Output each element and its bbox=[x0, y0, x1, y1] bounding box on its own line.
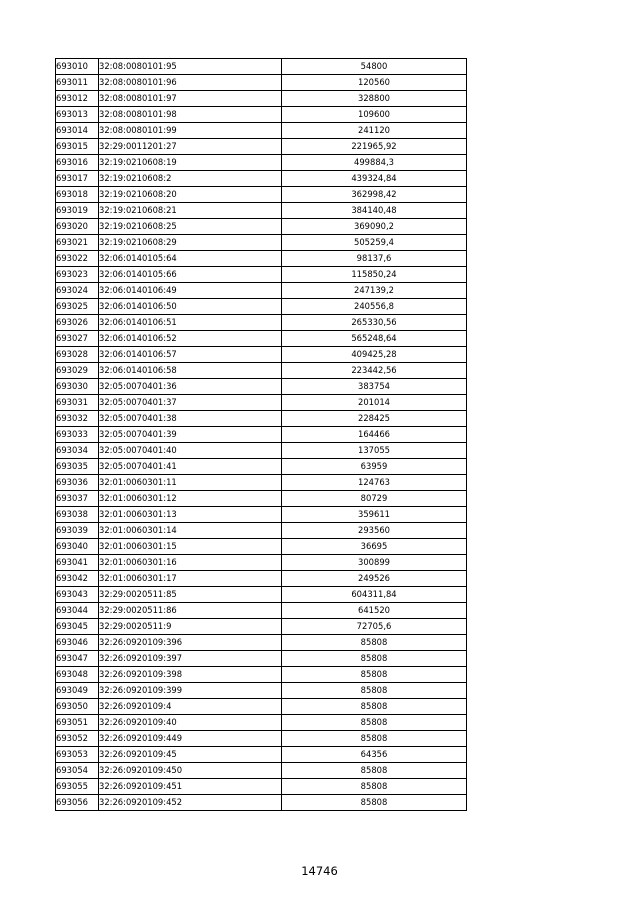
row-id-cell: 693042 bbox=[56, 571, 99, 587]
table-row bbox=[56, 91, 467, 107]
row-id-cell: 693047 bbox=[56, 651, 99, 667]
row-id-cell: 693043 bbox=[56, 587, 99, 603]
cadastral-number-cell: 32:08:0080101:96 bbox=[99, 75, 282, 91]
value-cell: 240556,8 bbox=[282, 299, 467, 315]
row-id-cell: 693038 bbox=[56, 507, 99, 523]
table-row bbox=[56, 731, 467, 747]
row-id-cell: 693016 bbox=[56, 155, 99, 171]
row-id-cell: 693013 bbox=[56, 107, 99, 123]
row-id-cell: 693052 bbox=[56, 731, 99, 747]
table-row bbox=[56, 635, 467, 651]
row-id-cell: 693014 bbox=[56, 123, 99, 139]
value-cell: 54800 bbox=[282, 59, 467, 75]
table-row bbox=[56, 619, 467, 635]
row-id-cell: 693037 bbox=[56, 491, 99, 507]
cadastral-number-cell: 32:08:0080101:98 bbox=[99, 107, 282, 123]
value-cell: 85808 bbox=[282, 699, 467, 715]
cadastral-number-cell: 32:29:0020511:86 bbox=[99, 603, 282, 619]
cadastral-number-cell: 32:06:0140106:51 bbox=[99, 315, 282, 331]
row-id-cell: 693029 bbox=[56, 363, 99, 379]
cadastral-number-cell: 32:05:0070401:36 bbox=[99, 379, 282, 395]
cadastral-number-cell: 32:19:0210608:25 bbox=[99, 219, 282, 235]
table-row bbox=[56, 395, 467, 411]
table-row bbox=[56, 251, 467, 267]
table-row bbox=[56, 123, 467, 139]
cadastral-number-cell: 32:26:0920109:449 bbox=[99, 731, 282, 747]
row-id-cell: 693027 bbox=[56, 331, 99, 347]
cadastral-number-cell: 32:05:0070401:40 bbox=[99, 443, 282, 459]
cadastral-number-cell: 32:29:0011201:27 bbox=[99, 139, 282, 155]
table-row bbox=[56, 107, 467, 123]
cadastral-number-cell: 32:26:0920109:45 bbox=[99, 747, 282, 763]
cadastral-number-cell: 32:19:0210608:20 bbox=[99, 187, 282, 203]
cadastral-number-cell: 32:01:0060301:17 bbox=[99, 571, 282, 587]
table-row bbox=[56, 715, 467, 731]
cadastral-number-cell: 32:06:0140105:64 bbox=[99, 251, 282, 267]
value-cell: 164466 bbox=[282, 427, 467, 443]
row-id-cell: 693053 bbox=[56, 747, 99, 763]
row-id-cell: 693025 bbox=[56, 299, 99, 315]
row-id-cell: 693017 bbox=[56, 171, 99, 187]
value-cell: 362998,42 bbox=[282, 187, 467, 203]
row-id-cell: 693050 bbox=[56, 699, 99, 715]
value-cell: 63959 bbox=[282, 459, 467, 475]
cadastral-number-cell: 32:06:0140106:52 bbox=[99, 331, 282, 347]
value-cell: 328800 bbox=[282, 91, 467, 107]
cadastral-number-cell: 32:01:0060301:15 bbox=[99, 539, 282, 555]
cadastral-number-cell: 32:29:0020511:9 bbox=[99, 619, 282, 635]
cadastral-number-cell: 32:19:0210608:19 bbox=[99, 155, 282, 171]
row-id-cell: 693023 bbox=[56, 267, 99, 283]
value-cell: 85808 bbox=[282, 715, 467, 731]
table-row bbox=[56, 299, 467, 315]
value-cell: 604311,84 bbox=[282, 587, 467, 603]
cadastral-number-cell: 32:01:0060301:14 bbox=[99, 523, 282, 539]
value-cell: 85808 bbox=[282, 635, 467, 651]
table-row bbox=[56, 699, 467, 715]
value-cell: 109600 bbox=[282, 107, 467, 123]
value-cell: 201014 bbox=[282, 395, 467, 411]
table-row bbox=[56, 539, 467, 555]
table-row bbox=[56, 315, 467, 331]
value-cell: 300899 bbox=[282, 555, 467, 571]
value-cell: 293560 bbox=[282, 523, 467, 539]
value-cell: 565248,64 bbox=[282, 331, 467, 347]
value-cell: 64356 bbox=[282, 747, 467, 763]
table-row bbox=[56, 475, 467, 491]
table-row bbox=[56, 459, 467, 475]
cadastral-number-cell: 32:05:0070401:41 bbox=[99, 459, 282, 475]
row-id-cell: 693019 bbox=[56, 203, 99, 219]
table-body bbox=[56, 59, 467, 811]
table-row bbox=[56, 763, 467, 779]
cadastral-number-cell: 32:01:0060301:12 bbox=[99, 491, 282, 507]
table-row bbox=[56, 571, 467, 587]
cadastral-number-cell: 32:05:0070401:37 bbox=[99, 395, 282, 411]
value-cell: 36695 bbox=[282, 539, 467, 555]
row-id-cell: 693035 bbox=[56, 459, 99, 475]
value-cell: 137055 bbox=[282, 443, 467, 459]
value-cell: 98137,6 bbox=[282, 251, 467, 267]
cadastral-number-cell: 32:19:0210608:21 bbox=[99, 203, 282, 219]
table-row bbox=[56, 795, 467, 811]
value-cell: 228425 bbox=[282, 411, 467, 427]
table-row bbox=[56, 523, 467, 539]
value-cell: 241120 bbox=[282, 123, 467, 139]
row-id-cell: 693015 bbox=[56, 139, 99, 155]
table-row bbox=[56, 683, 467, 699]
value-cell: 641520 bbox=[282, 603, 467, 619]
row-id-cell: 693033 bbox=[56, 427, 99, 443]
value-cell: 221965,92 bbox=[282, 139, 467, 155]
row-id-cell: 693021 bbox=[56, 235, 99, 251]
cadastral-number-cell: 32:26:0920109:40 bbox=[99, 715, 282, 731]
cadastral-number-cell: 32:01:0060301:13 bbox=[99, 507, 282, 523]
table-row bbox=[56, 347, 467, 363]
table-row bbox=[56, 411, 467, 427]
cadastral-number-cell: 32:01:0060301:16 bbox=[99, 555, 282, 571]
cadastral-number-cell: 32:26:0920109:399 bbox=[99, 683, 282, 699]
table-row bbox=[56, 187, 467, 203]
row-id-cell: 693054 bbox=[56, 763, 99, 779]
table-row bbox=[56, 779, 467, 795]
table-row bbox=[56, 267, 467, 283]
row-id-cell: 693044 bbox=[56, 603, 99, 619]
cadastral-number-cell: 32:29:0020511:85 bbox=[99, 587, 282, 603]
cadastral-number-cell: 32:01:0060301:11 bbox=[99, 475, 282, 491]
value-cell: 439324,84 bbox=[282, 171, 467, 187]
cadastral-value-table bbox=[55, 58, 467, 811]
row-id-cell: 693041 bbox=[56, 555, 99, 571]
value-cell: 120560 bbox=[282, 75, 467, 91]
row-id-cell: 693032 bbox=[56, 411, 99, 427]
row-id-cell: 693045 bbox=[56, 619, 99, 635]
cadastral-number-cell: 32:26:0920109:451 bbox=[99, 779, 282, 795]
row-id-cell: 693048 bbox=[56, 667, 99, 683]
table-row bbox=[56, 651, 467, 667]
row-id-cell: 693049 bbox=[56, 683, 99, 699]
row-id-cell: 693034 bbox=[56, 443, 99, 459]
row-id-cell: 693028 bbox=[56, 347, 99, 363]
cadastral-number-cell: 32:08:0080101:95 bbox=[99, 59, 282, 75]
value-cell: 85808 bbox=[282, 795, 467, 811]
cadastral-number-cell: 32:26:0920109:450 bbox=[99, 763, 282, 779]
cadastral-number-cell: 32:08:0080101:97 bbox=[99, 91, 282, 107]
value-cell: 505259,4 bbox=[282, 235, 467, 251]
cadastral-number-cell: 32:06:0140106:57 bbox=[99, 347, 282, 363]
value-cell: 359611 bbox=[282, 507, 467, 523]
table-row bbox=[56, 331, 467, 347]
row-id-cell: 693051 bbox=[56, 715, 99, 731]
cadastral-number-cell: 32:26:0920109:452 bbox=[99, 795, 282, 811]
table-row bbox=[56, 603, 467, 619]
value-cell: 85808 bbox=[282, 683, 467, 699]
row-id-cell: 693018 bbox=[56, 187, 99, 203]
cadastral-number-cell: 32:19:0210608:2 bbox=[99, 171, 282, 187]
row-id-cell: 693031 bbox=[56, 395, 99, 411]
row-id-cell: 693012 bbox=[56, 91, 99, 107]
table-row bbox=[56, 283, 467, 299]
value-cell: 85808 bbox=[282, 763, 467, 779]
table-row bbox=[56, 139, 467, 155]
table-row bbox=[56, 203, 467, 219]
table-row bbox=[56, 443, 467, 459]
value-cell: 247139,2 bbox=[282, 283, 467, 299]
value-cell: 80729 bbox=[282, 491, 467, 507]
table-row bbox=[56, 59, 467, 75]
table-row bbox=[56, 363, 467, 379]
cadastral-number-cell: 32:06:0140106:58 bbox=[99, 363, 282, 379]
value-cell: 72705,6 bbox=[282, 619, 467, 635]
table-row bbox=[56, 155, 467, 171]
table-row bbox=[56, 555, 467, 571]
table-row bbox=[56, 427, 467, 443]
row-id-cell: 693020 bbox=[56, 219, 99, 235]
cadastral-number-cell: 32:06:0140105:66 bbox=[99, 267, 282, 283]
cadastral-number-cell: 32:26:0920109:396 bbox=[99, 635, 282, 651]
cadastral-number-cell: 32:05:0070401:39 bbox=[99, 427, 282, 443]
value-cell: 409425,28 bbox=[282, 347, 467, 363]
row-id-cell: 693040 bbox=[56, 539, 99, 555]
table-row bbox=[56, 747, 467, 763]
table-row bbox=[56, 587, 467, 603]
row-id-cell: 693022 bbox=[56, 251, 99, 267]
row-id-cell: 693010 bbox=[56, 59, 99, 75]
cadastral-number-cell: 32:06:0140106:50 bbox=[99, 299, 282, 315]
row-id-cell: 693055 bbox=[56, 779, 99, 795]
value-cell: 383754 bbox=[282, 379, 467, 395]
table-row bbox=[56, 667, 467, 683]
value-cell: 499884,3 bbox=[282, 155, 467, 171]
value-cell: 369090,2 bbox=[282, 219, 467, 235]
cadastral-number-cell: 32:26:0920109:397 bbox=[99, 651, 282, 667]
value-cell: 85808 bbox=[282, 651, 467, 667]
value-cell: 85808 bbox=[282, 779, 467, 795]
row-id-cell: 693056 bbox=[56, 795, 99, 811]
cadastral-number-cell: 32:26:0920109:398 bbox=[99, 667, 282, 683]
table-row bbox=[56, 171, 467, 187]
cadastral-number-cell: 32:05:0070401:38 bbox=[99, 411, 282, 427]
value-cell: 85808 bbox=[282, 731, 467, 747]
table-row bbox=[56, 235, 467, 251]
row-id-cell: 693046 bbox=[56, 635, 99, 651]
table-row bbox=[56, 507, 467, 523]
value-cell: 249526 bbox=[282, 571, 467, 587]
value-cell: 384140,48 bbox=[282, 203, 467, 219]
table-row bbox=[56, 75, 467, 91]
value-cell: 265330,56 bbox=[282, 315, 467, 331]
value-cell: 85808 bbox=[282, 667, 467, 683]
row-id-cell: 693036 bbox=[56, 475, 99, 491]
table-row bbox=[56, 219, 467, 235]
row-id-cell: 693024 bbox=[56, 283, 99, 299]
cadastral-number-cell: 32:08:0080101:99 bbox=[99, 123, 282, 139]
row-id-cell: 693026 bbox=[56, 315, 99, 331]
cadastral-number-cell: 32:06:0140106:49 bbox=[99, 283, 282, 299]
table-row bbox=[56, 491, 467, 507]
value-cell: 223442,56 bbox=[282, 363, 467, 379]
table-row bbox=[56, 379, 467, 395]
value-cell: 124763 bbox=[282, 475, 467, 491]
row-id-cell: 693030 bbox=[56, 379, 99, 395]
page-number: 14746 bbox=[301, 864, 338, 878]
value-cell: 115850,24 bbox=[282, 267, 467, 283]
cadastral-number-cell: 32:26:0920109:4 bbox=[99, 699, 282, 715]
row-id-cell: 693039 bbox=[56, 523, 99, 539]
row-id-cell: 693011 bbox=[56, 75, 99, 91]
cadastral-number-cell: 32:19:0210608:29 bbox=[99, 235, 282, 251]
